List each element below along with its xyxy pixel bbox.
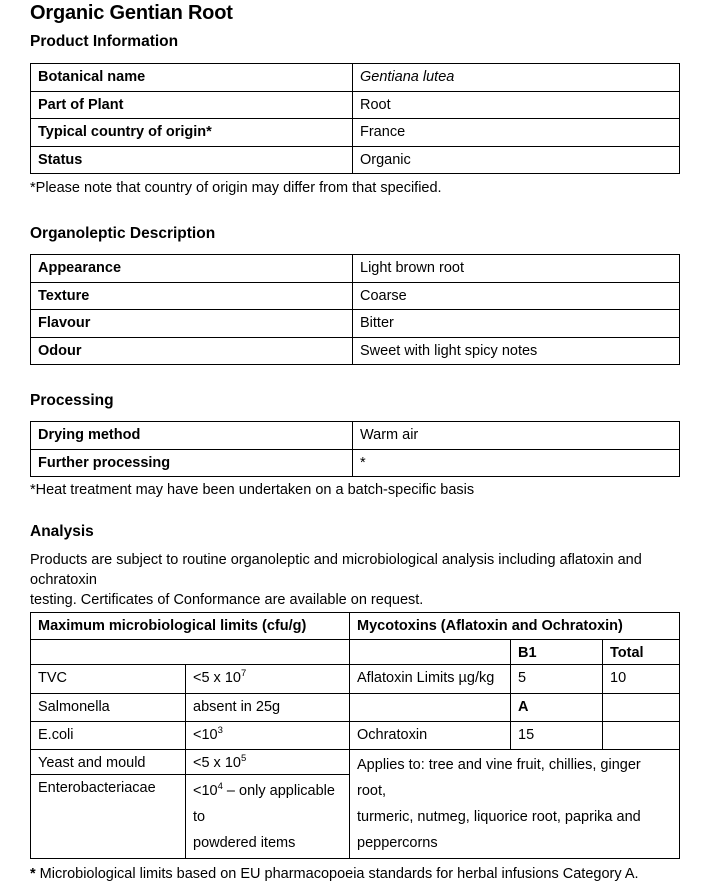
origin-footnote: *Please note that country of origin may differ from that specified. — [30, 180, 442, 196]
applies-to-line: peppercorns — [357, 835, 438, 851]
row-value: Bitter — [353, 310, 680, 338]
myco-total-value: 10 — [603, 665, 680, 694]
row-value: Warm air — [353, 422, 680, 450]
micro-name: Salmonella — [31, 694, 186, 722]
table-row — [31, 422, 680, 450]
page-title: Organic Gentian Root — [30, 2, 233, 24]
analysis-limits-table — [30, 612, 680, 859]
micro-limit: absent in 25g — [186, 694, 350, 722]
table-row — [31, 64, 680, 92]
row-value: Root — [353, 91, 680, 119]
micro-name: Enterobacteriacae — [31, 775, 186, 859]
myco-b1-value: 5 — [511, 665, 603, 694]
row-label: Status — [31, 146, 353, 174]
row-label: Typical country of origin* — [31, 119, 353, 147]
row-value: * — [353, 449, 680, 477]
table-row — [31, 255, 680, 283]
row-label: Appearance — [31, 255, 353, 283]
empty-cell — [31, 640, 350, 665]
micro-name: TVC — [31, 665, 186, 694]
product-information-table — [30, 63, 680, 174]
row-value: France — [353, 119, 680, 147]
table-row — [31, 282, 680, 310]
analysis-intro-paragraph — [30, 550, 685, 610]
row-value: Gentiana lutea — [353, 64, 680, 92]
row-value: Organic — [353, 146, 680, 174]
micro-limit: <5 x $10^7$ — [186, 665, 350, 694]
applies-to-line: turmeric, nutmeg, liquorice root, paprika and — [357, 809, 641, 825]
row-label: Texture — [31, 282, 353, 310]
row-value: Light brown root — [353, 255, 680, 283]
intro-line: Products are subject to routine organoleptic and microbiological analysis including aflatoxin and ochratoxin — [30, 552, 642, 588]
micro-limit: <5 x $10^5$ — [186, 750, 350, 775]
myco-total-value — [603, 722, 680, 750]
row-label: Drying method — [31, 422, 353, 450]
table-subheader-row — [31, 640, 680, 665]
myco-name — [350, 694, 511, 722]
table-row — [31, 665, 680, 694]
processing-table — [30, 421, 680, 477]
heat-treatment-footnote: *Heat treatment may have been undertaken on a batch-specific basis — [30, 482, 475, 498]
row-label: Botanical name — [31, 64, 353, 92]
myco-name: Ochratoxin — [350, 722, 511, 750]
table-row — [31, 449, 680, 477]
microbiological-footnote: * Microbiological limits based on EU pharmacopoeia standards for herbal infusions Category A. — [30, 866, 639, 882]
micro-name: Yeast and mould — [31, 750, 186, 775]
total-column-header: Total — [603, 640, 680, 665]
row-label: Flavour — [31, 310, 353, 338]
section-heading-processing: Processing — [30, 392, 114, 409]
table-row — [31, 91, 680, 119]
myco-b1-value: 15 — [511, 722, 603, 750]
row-value: Sweet with light spicy notes — [353, 337, 680, 365]
row-value: Coarse — [353, 282, 680, 310]
micro-name: E.coli — [31, 722, 186, 750]
myco-b1-value: A — [511, 694, 603, 722]
micro-limit: $<10^4$ – only applicable to powdered items — [186, 775, 350, 859]
row-label: Part of Plant — [31, 91, 353, 119]
micro-limit: $<10^3$ — [186, 722, 350, 750]
table-row — [31, 694, 680, 722]
b1-column-header: B1 — [511, 640, 603, 665]
section-heading-analysis: Analysis — [30, 523, 94, 540]
table-row — [31, 310, 680, 338]
organoleptic-description-table — [30, 254, 680, 365]
applies-to-line: Applies to: tree and vine fruit, chillies, ginger root, — [357, 757, 641, 799]
table-row — [31, 146, 680, 174]
mycotoxins-header: Mycotoxins (Aflatoxin and Ochratoxin) — [350, 613, 680, 640]
table-row — [31, 722, 680, 750]
row-label: Further processing — [31, 449, 353, 477]
micro-limits-header: Maximum microbiological limits (cfu/g) — [31, 613, 350, 640]
myco-total-value — [603, 694, 680, 722]
table-row — [31, 750, 680, 775]
section-heading-organoleptic-description: Organoleptic Description — [30, 225, 216, 242]
footnote-asterisk: * — [30, 866, 36, 882]
table-header-row — [31, 613, 680, 640]
table-row — [31, 337, 680, 365]
table-row — [31, 119, 680, 147]
section-heading-product-information: Product Information — [30, 33, 179, 50]
empty-cell — [350, 640, 511, 665]
intro-line: testing. Certificates of Conformance are available on request. — [30, 592, 424, 608]
myco-name: Aflatoxin Limits µg/kg — [350, 665, 511, 694]
row-label: Odour — [31, 337, 353, 365]
applies-to-cell — [350, 750, 680, 859]
